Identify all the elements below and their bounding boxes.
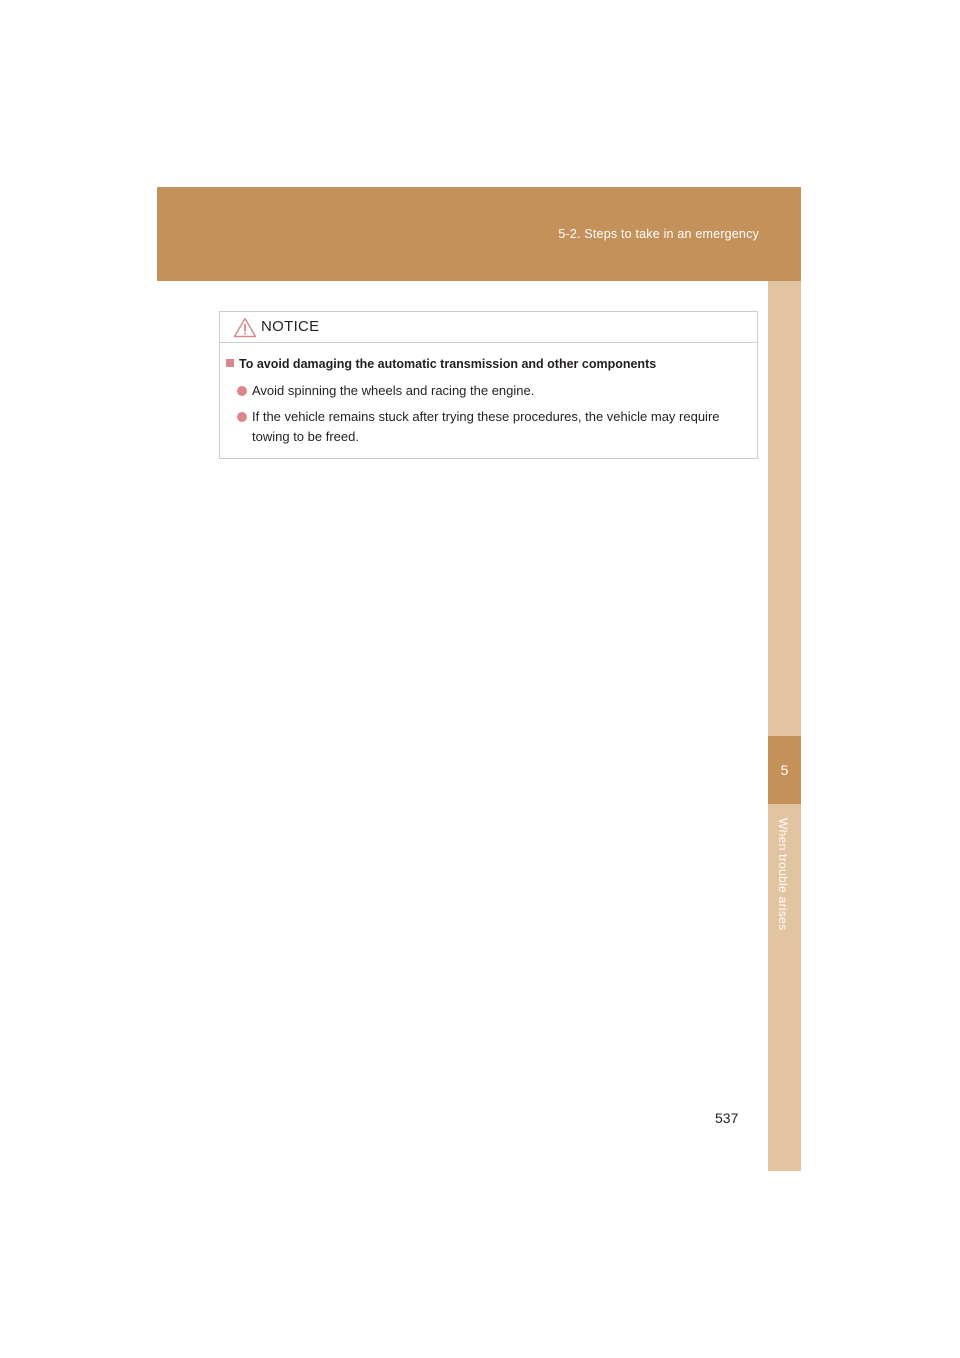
square-bullet-icon xyxy=(226,359,234,367)
list-item-text: If the vehicle remains stuck after trying these procedures, the vehicle may require towing to be freed. xyxy=(252,409,720,444)
notice-heading xyxy=(226,356,747,373)
warning-triangle-icon xyxy=(233,317,257,338)
round-bullet-icon xyxy=(237,412,247,422)
notice-label: NOTICE xyxy=(261,318,320,335)
chapter-name: When trouble arises xyxy=(776,818,790,931)
page-number: 537 xyxy=(715,1110,739,1126)
notice-body xyxy=(220,343,757,447)
chapter-number-box xyxy=(768,736,801,804)
list-item xyxy=(226,407,747,447)
list-item xyxy=(226,381,747,401)
chapter-number: 5 xyxy=(780,762,789,778)
chapter-side-tab xyxy=(768,281,801,1171)
section-title: 5-2. Steps to take in an emergency xyxy=(558,227,759,241)
notice-box xyxy=(219,311,758,459)
list-item-text: Avoid spinning the wheels and racing the engine. xyxy=(252,383,535,398)
notice-header xyxy=(220,312,757,343)
notice-heading-text: To avoid damaging the automatic transmission and other components xyxy=(239,357,657,371)
round-bullet-icon xyxy=(237,386,247,396)
section-header-band xyxy=(157,187,801,281)
